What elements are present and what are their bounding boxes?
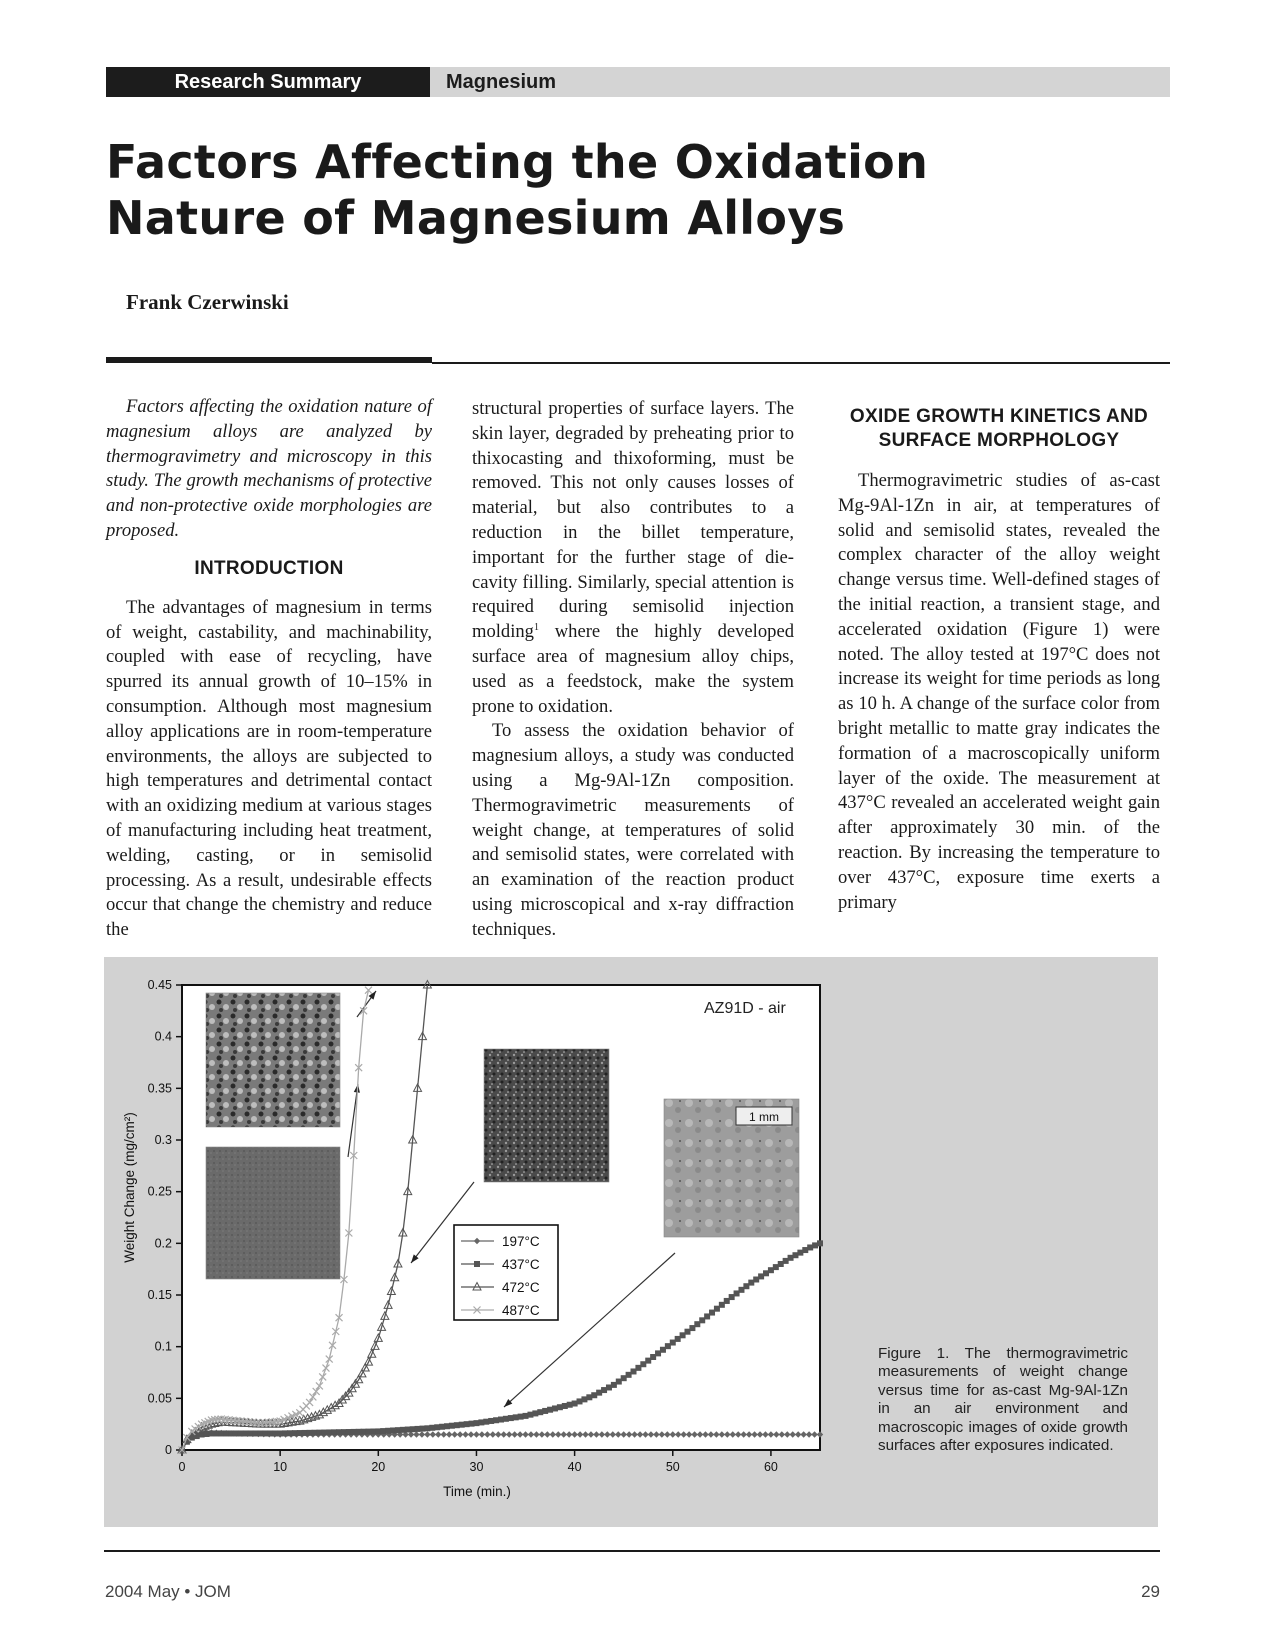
y-tick-label: 0.1 [154,1339,172,1354]
page-number: 29 [1141,1582,1160,1601]
x-tick-label: 20 [371,1460,386,1474]
topic-label: Magnesium [446,71,557,93]
x-axis-label: Time (min.) [443,1484,511,1499]
y-axis-label: Weight Change (mg/cm²) [122,1112,137,1263]
y-tick-label: 0.15 [147,1288,172,1302]
legend [454,1225,558,1320]
x-tick-label: 30 [469,1460,484,1474]
section-label: Research Summary [106,67,430,97]
col2-paragraph-1-a: structural properties of surface layers. The skin layer, degraded by preheating prior to thixocasting and thixoforming, must be removed. This not only causes losses of material, but also contributes to a reduction in the billet temperature, important for the further stage of die-cavity filling. Similarly, special attention is required during semisolid injection molding [472,398,794,643]
y-tick-label: 0.05 [147,1391,172,1406]
section2-heading: OXIDE GROWTH KINETICS AND SURFACE MORPHOLOGY [849,406,1149,451]
title-rule-thick [106,357,432,363]
column-3 [838,405,1160,915]
author-name: Frank Czerwinski [126,290,289,314]
col2-paragraph-2: To assess the oxidation behavior of magnesium alloys, a study was conducted using a Mg-9Al-1Zn composition. Thermogravimetric measurements of weight change, at temperatures of solid and semisolid states, were correlated with an examination of the reaction product using microscopical and x-ray diffraction techniques. [472,720,794,940]
micrograph-472c [484,1049,609,1182]
intro-paragraph: The advantages of magnesium in terms of weight, castability, and machinability, coupled with ease of recycling, have spurred its annual growth of 10–15% in consumption. Although most magnesium alloy applications are in room-temperature environments, the alloys are subjected to high temperatures and detrimental contact with an oxidizing medium at various stages of manufacturing including heat treatment, welding, casting, or in semisolid processing. As a result, undesirable effects occur that change the chemistry and reduce the [106,596,432,941]
y-tick-label: 0.35 [147,1081,172,1096]
column-2 [472,397,794,943]
col3-paragraph-1: Thermogravimetric studies of as-cast Mg-9Al-1Zn in air, at temperatures of solid and semisolid states, revealed the complex character of the alloy weight change versus time. Well-defined stages of the initial reaction, a transient stage, and accelerated oxidation (Figure 1) were noted. The alloy tested at 197°C does not increase its weight for time periods as long as 10 h. A change of the surface color from bright metallic to matte gray indicates the formation of a macroscopically uniform layer of the oxide. The measurement at 437°C revealed an accelerated weight gain after approximately 30 min. of the reaction. By increasing the temperature to over 437°C, exposure time exerts a primary [838,470,1160,913]
legend-label: 437°C [502,1257,540,1272]
article-title: Factors Affecting the Oxidation Nature of Magnesium Alloys [106,135,929,245]
header-bar [106,67,1170,97]
x-tick-label: 0 [178,1460,186,1474]
abstract: Factors affecting the oxidation nature of magnesium alloys are analyzed by thermogravimetry and microscopy in this study. The growth mechanisms of protective and non-protective oxide morphologies are proposed. [106,396,432,541]
data-point [474,1261,480,1267]
col2-paragraph-1-b: where the highly developed surface area of magnesium alloy chips, used as a feedstock, make the system prone to oxidation. [472,621,794,717]
micrograph-487c [206,993,340,1127]
x-tick-label: 40 [567,1460,582,1474]
legend-label: 472°C [502,1280,540,1295]
data-point [817,1240,823,1246]
reference-1: 1 [533,621,539,633]
footer-rule [104,1550,1160,1552]
micrograph-197c [206,1147,340,1279]
scale-bar-label: 1 mm [749,1110,779,1124]
y-tick-label: 0.3 [154,1133,172,1147]
column-1 [106,395,432,943]
col2-paragraph-1 [472,397,794,719]
chart-title: AZ91D - air [704,1000,786,1017]
x-tick-label: 60 [763,1460,778,1474]
figure-1 [104,957,1158,1527]
y-tick-label: 0 [165,1443,172,1457]
legend-label: 487°C [502,1303,540,1318]
figure-caption: Figure 1. The thermogravimetric measurements of weight change versus time for as-cast Mg-9Al-1Zn in an air environment and macroscopic images of oxide growth surfaces after exposures indicated. [878,1345,1128,1455]
introduction-heading: INTRODUCTION [194,557,344,579]
legend-label: 197°C [502,1234,540,1249]
y-tick-label: 0.4 [154,1029,172,1044]
title-rule-thin [432,362,1170,364]
x-tick-label: 50 [665,1460,680,1474]
y-tick-label: 0.2 [154,1236,172,1251]
footer-journal: 2004 May • JOM [105,1582,231,1601]
y-tick-label: 0.45 [147,978,172,992]
y-tick-label: 0.25 [147,1184,172,1199]
x-tick-label: 10 [273,1460,288,1474]
